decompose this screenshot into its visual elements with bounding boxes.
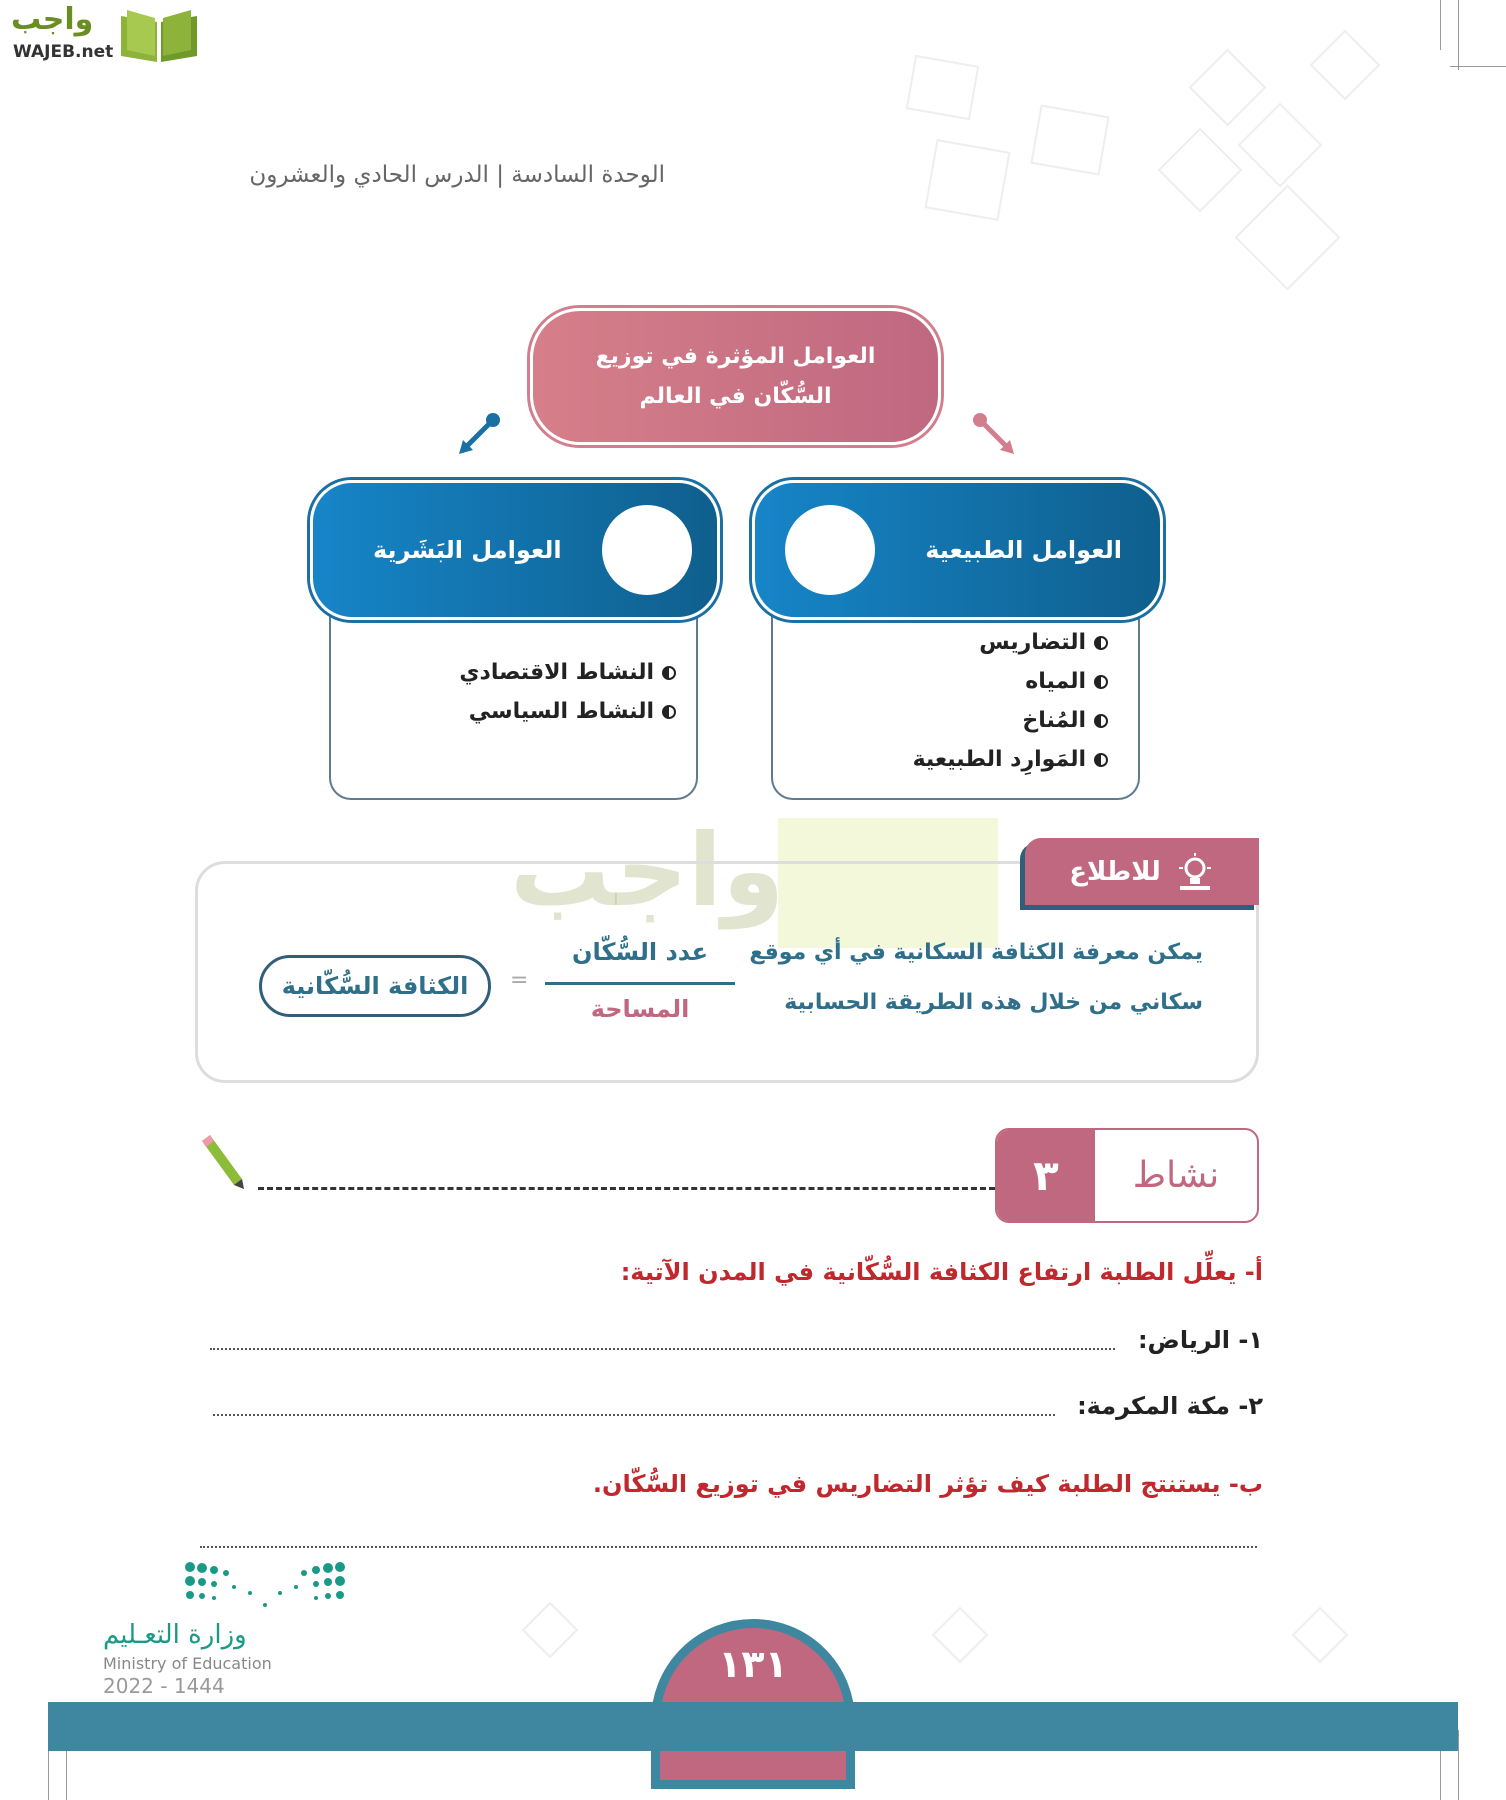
formula-numerator: عدد السُّكّان	[571, 938, 709, 966]
list-item: النشاط الاقتصادي	[331, 660, 676, 685]
watermark-text: واجب	[510, 812, 785, 929]
decor-square	[1292, 1607, 1349, 1664]
question-a: أ- يعلِّل الطلبة ارتفاع الكثافة السُّكّانية في المدن الآتية:	[620, 1258, 1263, 1286]
activity-number: ٣	[997, 1130, 1095, 1221]
decor-square	[1310, 30, 1381, 101]
decor-square	[1189, 49, 1267, 127]
decor-square	[1158, 128, 1243, 213]
circle-placeholder	[602, 505, 692, 595]
human-factors-list	[329, 600, 698, 800]
main-topic-line1: العوامل المؤثرة في توزيع	[595, 343, 876, 369]
edition-year: 2022 - 1444	[103, 1674, 225, 1698]
main-topic-box	[530, 308, 941, 445]
crop-mark	[1440, 0, 1441, 50]
bullet-icon	[662, 666, 676, 680]
decor-square	[1238, 103, 1323, 188]
natural-factors-list	[771, 600, 1140, 800]
decor-square	[522, 1602, 579, 1659]
book-icon	[119, 8, 199, 64]
list-item: المُناخ	[773, 708, 1108, 733]
natural-factors-header	[752, 480, 1163, 620]
activity-label: نشاط	[1132, 1155, 1220, 1196]
bullet-icon	[1094, 753, 1108, 767]
decor-square	[924, 139, 1010, 221]
decor-square	[932, 1607, 989, 1664]
arrow-left-icon	[455, 408, 505, 458]
logo-text-en: WAJEB.net	[13, 42, 114, 62]
decor-square	[906, 55, 980, 120]
human-factors-header	[310, 480, 720, 620]
crop-mark	[1440, 1748, 1441, 1800]
pencil-icon	[198, 1135, 246, 1191]
circle-placeholder	[785, 505, 875, 595]
bullet-icon	[1094, 675, 1108, 689]
arrow-right-icon	[968, 408, 1018, 458]
answer-line-2[interactable]	[213, 1414, 1055, 1416]
activity-badge	[995, 1128, 1259, 1223]
unit-lesson-header: الوحدة السادسة | الدرس الحادي والعشرون	[249, 162, 665, 188]
decor-square	[1234, 184, 1340, 290]
decor-square	[1030, 104, 1109, 175]
crop-mark	[1458, 1730, 1459, 1800]
page-number: ١٣١	[718, 1642, 788, 1686]
list-item: المَوارِد الطبيعية	[773, 747, 1108, 772]
logo-text-ar: واجب	[11, 2, 94, 37]
formula-equals: =	[510, 968, 529, 993]
info-tag-label: للاطلاع	[1069, 856, 1161, 887]
ministry-dots-logo	[184, 1561, 346, 1616]
item1-label: ١- الرياض:	[1137, 1326, 1263, 1354]
footer-bar	[48, 1702, 1458, 1751]
crop-mark	[66, 1748, 67, 1800]
dashed-line	[258, 1187, 995, 1190]
question-b: ب- يستنتج الطلبة كيف تؤثر التضاريس في توزيع السُّكّان.	[592, 1470, 1263, 1498]
ministry-name-ar: وزارة التعـليم	[103, 1620, 247, 1650]
main-topic-line2: السُّكّان في العالم	[639, 383, 832, 409]
bullet-icon	[662, 705, 676, 719]
list-item: المياه	[773, 669, 1108, 694]
formula-result-pill: الكثافة السُّكّانية	[259, 955, 491, 1017]
info-tag	[1025, 838, 1259, 905]
wajeb-logo	[11, 2, 191, 68]
bullet-icon	[1094, 714, 1108, 728]
lightbulb-icon	[1175, 852, 1215, 892]
formula-denominator: المساحة	[590, 995, 690, 1023]
crop-mark	[1458, 0, 1459, 70]
list-item: النشاط السياسي	[331, 699, 676, 724]
ministry-name-en: Ministry of Education	[103, 1654, 272, 1673]
item2-label: ٢- مكة المكرمة:	[1077, 1392, 1263, 1420]
natural-factors-title: العوامل الطبيعية	[925, 536, 1122, 564]
crop-mark	[1450, 66, 1506, 67]
bullet-icon	[1094, 636, 1108, 650]
answer-line-3[interactable]	[200, 1546, 1257, 1548]
info-text-line2: سكاني من خلال هذه الطريقة الحسابية	[784, 990, 1203, 1015]
fraction-line	[545, 982, 735, 985]
info-text-line1: يمكن معرفة الكثافة السكانية في أي موقع	[749, 940, 1203, 965]
human-factors-title: العوامل البَشَرية	[373, 536, 562, 564]
answer-line-1[interactable]	[210, 1348, 1115, 1350]
list-item: التضاريس	[773, 630, 1108, 655]
